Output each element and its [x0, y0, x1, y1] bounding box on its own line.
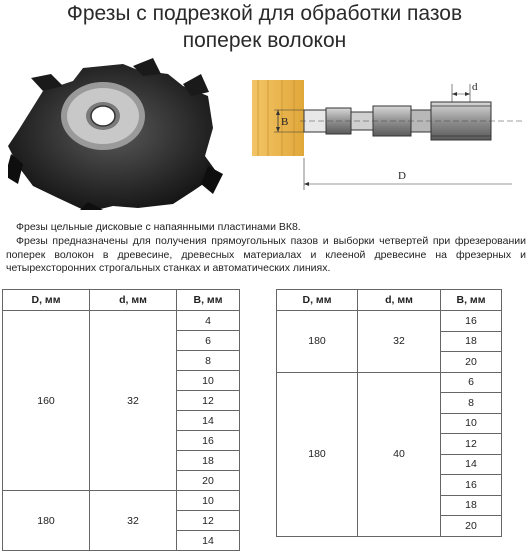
- label-B: B: [281, 116, 289, 128]
- header-B: B, мм: [177, 290, 240, 311]
- header-D: D, мм: [3, 290, 90, 311]
- cutter-drawing: [248, 78, 524, 198]
- description-paragraph: [6, 235, 526, 276]
- cutter-photo: [8, 58, 230, 210]
- cell-B: 16: [177, 431, 240, 451]
- cell-B: 4: [177, 311, 240, 331]
- cell-D: 180: [277, 311, 358, 373]
- header-d: d, мм: [90, 290, 177, 311]
- label-d: d: [472, 81, 478, 93]
- cell-B: 10: [441, 413, 502, 434]
- cell-B: 16: [441, 475, 502, 496]
- cell-B: 14: [177, 411, 240, 431]
- cell-d: 32: [358, 311, 441, 373]
- cell-B: 6: [177, 331, 240, 351]
- cell-B: 20: [441, 352, 502, 373]
- cell-B: 12: [177, 511, 240, 531]
- cell-D: 180: [3, 491, 90, 551]
- description-text: Фрезы предназначены для получения прямоугольных пазов и выборки четвертей при фрезеровании поперек волокон в древесине, древесных материалах и клееной древесине на фрезерных и четырехсторонних строгальных станках и автоматических линиях.: [6, 235, 526, 274]
- table-header-row: [3, 290, 240, 311]
- label-D: D: [398, 170, 406, 182]
- cell-B: 8: [177, 351, 240, 371]
- spec-table-right: [276, 289, 502, 537]
- cell-D: 160: [3, 311, 90, 491]
- header-B: B, мм: [441, 290, 502, 311]
- cell-d: 32: [90, 311, 177, 491]
- cell-B: 8: [441, 393, 502, 414]
- table-header-row: [277, 290, 502, 311]
- table-row: [277, 311, 502, 332]
- cell-B: 18: [441, 495, 502, 516]
- spec-table-left: [2, 289, 240, 551]
- cell-d: 40: [358, 372, 441, 536]
- cell-B: 10: [177, 491, 240, 511]
- table-row: [277, 372, 502, 393]
- cell-B: 6: [441, 372, 502, 393]
- cell-B: 20: [441, 516, 502, 537]
- page-title-line-1: Фрезы с подрезкой для обработки пазов: [66, 2, 463, 25]
- cell-d: 32: [90, 491, 177, 551]
- header-d: d, мм: [358, 290, 441, 311]
- cell-D: 180: [277, 372, 358, 536]
- cell-B: 14: [441, 454, 502, 475]
- table-row: [3, 311, 240, 331]
- cell-B: 12: [177, 391, 240, 411]
- cell-B: 18: [441, 331, 502, 352]
- cell-B: 20: [177, 471, 240, 491]
- header-D: D, мм: [277, 290, 358, 311]
- cell-B: 18: [177, 451, 240, 471]
- page-title-line-2: поперек волокон: [182, 29, 347, 52]
- cell-B: 16: [441, 311, 502, 332]
- cell-B: 10: [177, 371, 240, 391]
- table-row: [3, 491, 240, 511]
- cell-B: 14: [177, 531, 240, 551]
- cell-B: 12: [441, 434, 502, 455]
- description-line-1: Фрезы цельные дисковые с напаянными пластинами ВК8.: [16, 221, 301, 233]
